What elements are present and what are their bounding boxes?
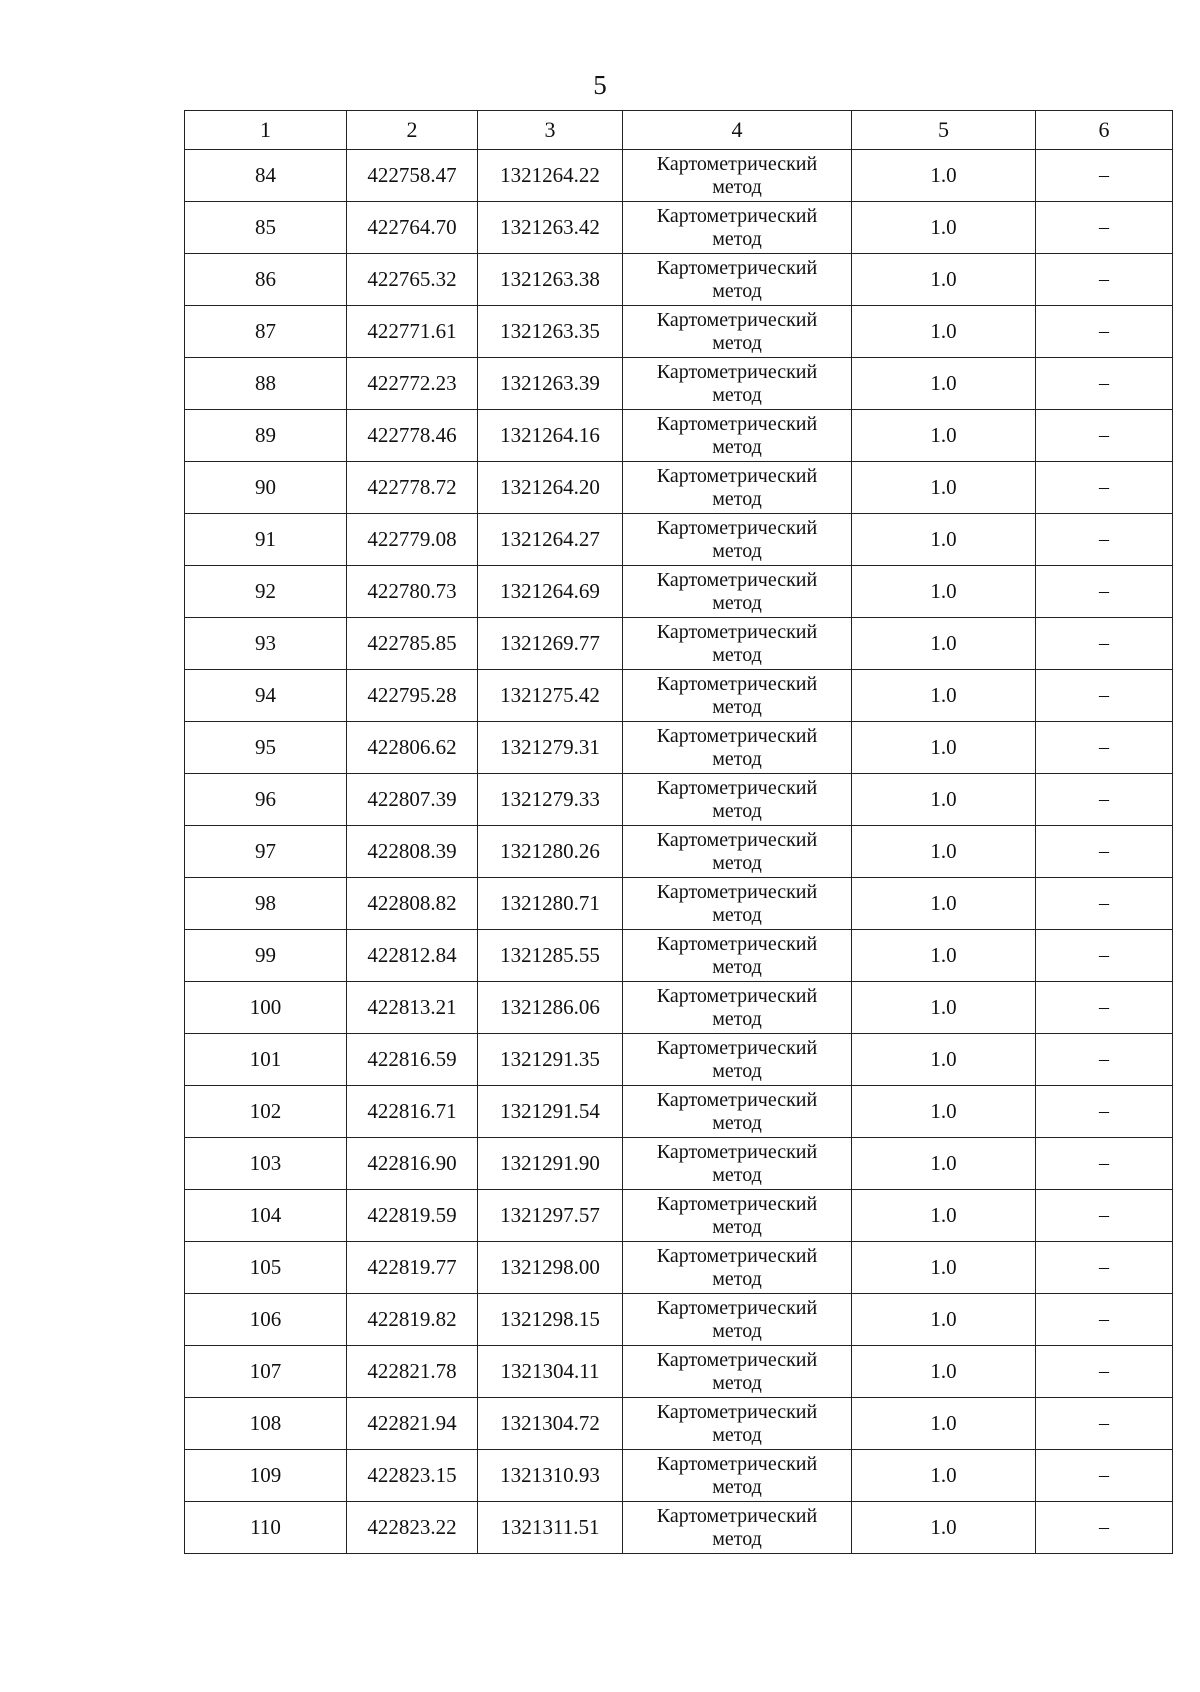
method-cell: [623, 1086, 852, 1138]
description-cell: –: [1036, 566, 1173, 618]
method-cell: [623, 826, 852, 878]
description-cell: –: [1036, 1138, 1173, 1190]
method-cell: [623, 1346, 852, 1398]
method-line-2: метод: [712, 487, 762, 510]
table-row: [185, 306, 1173, 358]
method-line-2: метод: [712, 1319, 762, 1342]
method-line-2: метод: [712, 331, 762, 354]
method-line-2: метод: [712, 903, 762, 926]
precision-cell: 1.0: [852, 1294, 1036, 1346]
table-row: [185, 1346, 1173, 1398]
description-cell: –: [1036, 774, 1173, 826]
table-row: [185, 462, 1173, 514]
y-coordinate-cell: 1321263.39: [478, 358, 623, 410]
table-row: [185, 878, 1173, 930]
x-coordinate-cell: 422819.59: [347, 1190, 478, 1242]
method-cell: [623, 1294, 852, 1346]
method-cell: [623, 1034, 852, 1086]
table-row: [185, 1398, 1173, 1450]
description-cell: –: [1036, 1242, 1173, 1294]
method-line-1: Картометрический: [656, 672, 818, 695]
method-line-1: Картометрический: [656, 1140, 818, 1163]
header-col-3: 3: [478, 111, 623, 150]
table-row: [185, 566, 1173, 618]
point-number-cell: 84: [185, 150, 347, 202]
method-line-2: метод: [712, 851, 762, 874]
method-line-2: метод: [712, 747, 762, 770]
method-line-1: Картометрический: [656, 1504, 818, 1527]
y-coordinate-cell: 1321291.90: [478, 1138, 623, 1190]
method-line-1: Картометрический: [656, 1452, 818, 1475]
method-line-2: метод: [712, 1423, 762, 1446]
description-cell: –: [1036, 826, 1173, 878]
table-row: [185, 358, 1173, 410]
description-cell: –: [1036, 410, 1173, 462]
description-cell: –: [1036, 150, 1173, 202]
method-cell: [623, 618, 852, 670]
method-line-1: Картометрический: [656, 516, 818, 539]
precision-cell: 1.0: [852, 1502, 1036, 1554]
table-row: [185, 1450, 1173, 1502]
table-row: [185, 1294, 1173, 1346]
description-cell: –: [1036, 1398, 1173, 1450]
description-cell: –: [1036, 1086, 1173, 1138]
point-number-cell: 106: [185, 1294, 347, 1346]
y-coordinate-cell: 1321310.93: [478, 1450, 623, 1502]
point-number-cell: 102: [185, 1086, 347, 1138]
method-cell: [623, 202, 852, 254]
y-coordinate-cell: 1321269.77: [478, 618, 623, 670]
method-line-1: Картометрический: [656, 568, 818, 591]
method-line-2: метод: [712, 1475, 762, 1498]
method-line-1: Картометрический: [656, 1192, 818, 1215]
point-number-cell: 108: [185, 1398, 347, 1450]
precision-cell: 1.0: [852, 254, 1036, 306]
x-coordinate-cell: 422819.82: [347, 1294, 478, 1346]
precision-cell: 1.0: [852, 1398, 1036, 1450]
table-row: [185, 150, 1173, 202]
table-row: [185, 930, 1173, 982]
table-header-row: [185, 111, 1173, 150]
description-cell: –: [1036, 306, 1173, 358]
table-row: [185, 254, 1173, 306]
header-col-5: 5: [852, 111, 1036, 150]
point-number-cell: 91: [185, 514, 347, 566]
method-line-1: Картометрический: [656, 828, 818, 851]
precision-cell: 1.0: [852, 202, 1036, 254]
method-cell: [623, 1398, 852, 1450]
method-line-1: Картометрический: [656, 464, 818, 487]
description-cell: –: [1036, 930, 1173, 982]
description-cell: –: [1036, 1294, 1173, 1346]
method-line-1: Картометрический: [656, 880, 818, 903]
y-coordinate-cell: 1321286.06: [478, 982, 623, 1034]
method-line-2: метод: [712, 1267, 762, 1290]
description-cell: –: [1036, 1502, 1173, 1554]
precision-cell: 1.0: [852, 1034, 1036, 1086]
precision-cell: 1.0: [852, 1242, 1036, 1294]
precision-cell: 1.0: [852, 410, 1036, 462]
method-line-1: Картометрический: [656, 412, 818, 435]
method-cell: [623, 1502, 852, 1554]
point-number-cell: 104: [185, 1190, 347, 1242]
method-cell: [623, 306, 852, 358]
method-line-2: метод: [712, 175, 762, 198]
precision-cell: 1.0: [852, 826, 1036, 878]
x-coordinate-cell: 422819.77: [347, 1242, 478, 1294]
precision-cell: 1.0: [852, 930, 1036, 982]
x-coordinate-cell: 422823.15: [347, 1450, 478, 1502]
y-coordinate-cell: 1321279.31: [478, 722, 623, 774]
method-line-1: Картометрический: [656, 360, 818, 383]
method-line-1: Картометрический: [656, 620, 818, 643]
method-cell: [623, 566, 852, 618]
table-row: [185, 1138, 1173, 1190]
coordinates-table: [184, 110, 1173, 1554]
description-cell: –: [1036, 1346, 1173, 1398]
method-cell: [623, 982, 852, 1034]
point-number-cell: 110: [185, 1502, 347, 1554]
x-coordinate-cell: 422813.21: [347, 982, 478, 1034]
description-cell: –: [1036, 358, 1173, 410]
point-number-cell: 93: [185, 618, 347, 670]
y-coordinate-cell: 1321304.72: [478, 1398, 623, 1450]
precision-cell: 1.0: [852, 722, 1036, 774]
precision-cell: 1.0: [852, 514, 1036, 566]
method-line-2: метод: [712, 955, 762, 978]
y-coordinate-cell: 1321298.15: [478, 1294, 623, 1346]
point-number-cell: 101: [185, 1034, 347, 1086]
method-line-1: Картометрический: [656, 776, 818, 799]
precision-cell: 1.0: [852, 306, 1036, 358]
point-number-cell: 86: [185, 254, 347, 306]
y-coordinate-cell: 1321264.20: [478, 462, 623, 514]
point-number-cell: 95: [185, 722, 347, 774]
x-coordinate-cell: 422816.90: [347, 1138, 478, 1190]
precision-cell: 1.0: [852, 1346, 1036, 1398]
method-cell: [623, 1190, 852, 1242]
precision-cell: 1.0: [852, 1450, 1036, 1502]
method-line-1: Картометрический: [656, 1348, 818, 1371]
point-number-cell: 90: [185, 462, 347, 514]
table-row: [185, 1190, 1173, 1242]
header-col-6: 6: [1036, 111, 1173, 150]
method-line-2: метод: [712, 1059, 762, 1082]
precision-cell: 1.0: [852, 462, 1036, 514]
method-cell: [623, 774, 852, 826]
point-number-cell: 85: [185, 202, 347, 254]
method-line-1: Картометрический: [656, 256, 818, 279]
table-row: [185, 1034, 1173, 1086]
description-cell: –: [1036, 618, 1173, 670]
table-row: [185, 1086, 1173, 1138]
precision-cell: 1.0: [852, 150, 1036, 202]
description-cell: –: [1036, 722, 1173, 774]
method-line-2: метод: [712, 435, 762, 458]
x-coordinate-cell: 422765.32: [347, 254, 478, 306]
point-number-cell: 100: [185, 982, 347, 1034]
point-number-cell: 109: [185, 1450, 347, 1502]
y-coordinate-cell: 1321264.69: [478, 566, 623, 618]
table-row: [185, 410, 1173, 462]
y-coordinate-cell: 1321304.11: [478, 1346, 623, 1398]
point-number-cell: 89: [185, 410, 347, 462]
method-cell: [623, 514, 852, 566]
x-coordinate-cell: 422816.71: [347, 1086, 478, 1138]
y-coordinate-cell: 1321280.71: [478, 878, 623, 930]
point-number-cell: 107: [185, 1346, 347, 1398]
method-line-1: Картометрический: [656, 724, 818, 747]
y-coordinate-cell: 1321264.22: [478, 150, 623, 202]
x-coordinate-cell: 422821.94: [347, 1398, 478, 1450]
method-line-2: метод: [712, 279, 762, 302]
method-cell: [623, 1242, 852, 1294]
page-number: 5: [593, 70, 607, 100]
x-coordinate-cell: 422812.84: [347, 930, 478, 982]
y-coordinate-cell: 1321263.38: [478, 254, 623, 306]
x-coordinate-cell: 422808.82: [347, 878, 478, 930]
table-row: [185, 774, 1173, 826]
x-coordinate-cell: 422779.08: [347, 514, 478, 566]
x-coordinate-cell: 422795.28: [347, 670, 478, 722]
x-coordinate-cell: 422771.61: [347, 306, 478, 358]
precision-cell: 1.0: [852, 358, 1036, 410]
method-line-1: Картометрический: [656, 1400, 818, 1423]
method-cell: [623, 358, 852, 410]
method-cell: [623, 150, 852, 202]
x-coordinate-cell: 422806.62: [347, 722, 478, 774]
method-cell: [623, 878, 852, 930]
point-number-cell: 97: [185, 826, 347, 878]
method-line-1: Картометрический: [656, 984, 818, 1007]
y-coordinate-cell: 1321263.42: [478, 202, 623, 254]
method-line-2: метод: [712, 539, 762, 562]
point-number-cell: 94: [185, 670, 347, 722]
table-row: [185, 202, 1173, 254]
method-line-2: метод: [712, 591, 762, 614]
description-cell: –: [1036, 462, 1173, 514]
y-coordinate-cell: 1321285.55: [478, 930, 623, 982]
description-cell: –: [1036, 1190, 1173, 1242]
y-coordinate-cell: 1321264.16: [478, 410, 623, 462]
y-coordinate-cell: 1321291.35: [478, 1034, 623, 1086]
y-coordinate-cell: 1321263.35: [478, 306, 623, 358]
point-number-cell: 103: [185, 1138, 347, 1190]
description-cell: –: [1036, 982, 1173, 1034]
description-cell: –: [1036, 878, 1173, 930]
x-coordinate-cell: 422821.78: [347, 1346, 478, 1398]
table-row: [185, 826, 1173, 878]
table-row: [185, 1242, 1173, 1294]
y-coordinate-cell: 1321264.27: [478, 514, 623, 566]
x-coordinate-cell: 422807.39: [347, 774, 478, 826]
method-line-1: Картометрический: [656, 1244, 818, 1267]
header-col-2: 2: [347, 111, 478, 150]
method-line-2: метод: [712, 1215, 762, 1238]
y-coordinate-cell: 1321298.00: [478, 1242, 623, 1294]
precision-cell: 1.0: [852, 774, 1036, 826]
point-number-cell: 105: [185, 1242, 347, 1294]
method-line-1: Картометрический: [656, 1036, 818, 1059]
method-line-2: метод: [712, 1371, 762, 1394]
method-line-2: метод: [712, 1527, 762, 1550]
header-col-1: 1: [185, 111, 347, 150]
method-line-1: Картометрический: [656, 932, 818, 955]
x-coordinate-cell: 422778.72: [347, 462, 478, 514]
description-cell: –: [1036, 202, 1173, 254]
x-coordinate-cell: 422772.23: [347, 358, 478, 410]
table-row: [185, 670, 1173, 722]
table-row: [185, 722, 1173, 774]
precision-cell: 1.0: [852, 1190, 1036, 1242]
method-cell: [623, 1450, 852, 1502]
method-line-1: Картометрический: [656, 308, 818, 331]
y-coordinate-cell: 1321280.26: [478, 826, 623, 878]
point-number-cell: 92: [185, 566, 347, 618]
precision-cell: 1.0: [852, 878, 1036, 930]
x-coordinate-cell: 422823.22: [347, 1502, 478, 1554]
x-coordinate-cell: 422808.39: [347, 826, 478, 878]
y-coordinate-cell: 1321275.42: [478, 670, 623, 722]
y-coordinate-cell: 1321297.57: [478, 1190, 623, 1242]
x-coordinate-cell: 422758.47: [347, 150, 478, 202]
method-cell: [623, 254, 852, 306]
x-coordinate-cell: 422816.59: [347, 1034, 478, 1086]
precision-cell: 1.0: [852, 982, 1036, 1034]
table-row: [185, 514, 1173, 566]
method-line-1: Картометрический: [656, 1296, 818, 1319]
x-coordinate-cell: 422778.46: [347, 410, 478, 462]
y-coordinate-cell: 1321279.33: [478, 774, 623, 826]
description-cell: –: [1036, 514, 1173, 566]
point-number-cell: 96: [185, 774, 347, 826]
method-cell: [623, 670, 852, 722]
method-line-2: метод: [712, 799, 762, 822]
precision-cell: 1.0: [852, 618, 1036, 670]
method-line-1: Картометрический: [656, 1088, 818, 1111]
x-coordinate-cell: 422764.70: [347, 202, 478, 254]
description-cell: –: [1036, 1450, 1173, 1502]
y-coordinate-cell: 1321311.51: [478, 1502, 623, 1554]
method-line-1: Картометрический: [656, 204, 818, 227]
precision-cell: 1.0: [852, 566, 1036, 618]
description-cell: –: [1036, 1034, 1173, 1086]
method-cell: [623, 462, 852, 514]
method-cell: [623, 722, 852, 774]
method-line-2: метод: [712, 1163, 762, 1186]
header-col-4: 4: [623, 111, 852, 150]
description-cell: –: [1036, 670, 1173, 722]
point-number-cell: 98: [185, 878, 347, 930]
method-line-2: метод: [712, 227, 762, 250]
precision-cell: 1.0: [852, 670, 1036, 722]
table-body: [185, 150, 1173, 1554]
x-coordinate-cell: 422780.73: [347, 566, 478, 618]
method-line-2: метод: [712, 1111, 762, 1134]
point-number-cell: 88: [185, 358, 347, 410]
table-row: [185, 1502, 1173, 1554]
method-cell: [623, 410, 852, 462]
point-number-cell: 87: [185, 306, 347, 358]
method-cell: [623, 1138, 852, 1190]
method-line-1: Картометрический: [656, 152, 818, 175]
method-line-2: метод: [712, 1007, 762, 1030]
y-coordinate-cell: 1321291.54: [478, 1086, 623, 1138]
table-row: [185, 618, 1173, 670]
point-number-cell: 99: [185, 930, 347, 982]
precision-cell: 1.0: [852, 1086, 1036, 1138]
method-line-2: метод: [712, 695, 762, 718]
method-cell: [623, 930, 852, 982]
x-coordinate-cell: 422785.85: [347, 618, 478, 670]
table-row: [185, 982, 1173, 1034]
method-line-2: метод: [712, 643, 762, 666]
precision-cell: 1.0: [852, 1138, 1036, 1190]
description-cell: –: [1036, 254, 1173, 306]
method-line-2: метод: [712, 383, 762, 406]
